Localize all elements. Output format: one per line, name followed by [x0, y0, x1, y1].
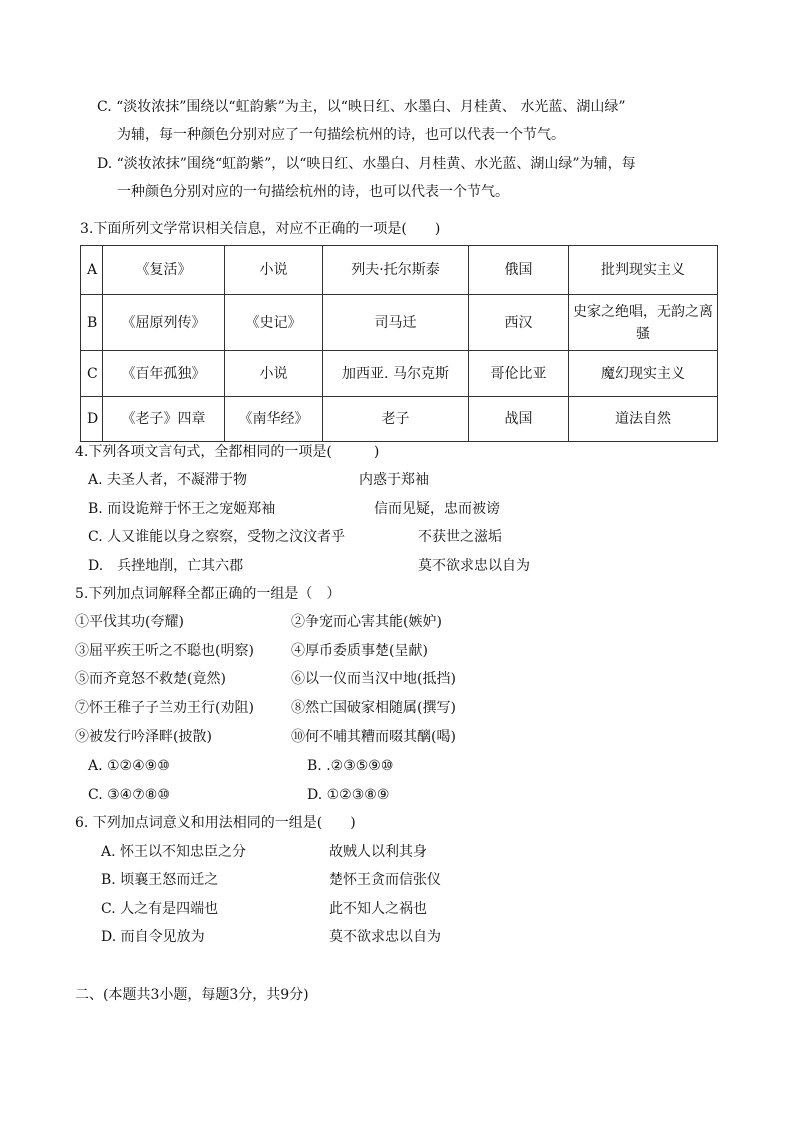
table-cell: 西汉	[469, 295, 569, 351]
q3-stem: 3.下面所列文学常识相关信息，对应不正确的一项是( )	[80, 221, 441, 237]
table-cell: 魔幻现实主义	[569, 351, 718, 397]
q5-item: ⑦怀王稚子子兰劝王行(劝阻)	[75, 700, 254, 716]
q5-item: ⑧然亡国破家相随属(撰写)	[291, 700, 456, 716]
table-cell: 《复活》	[103, 246, 225, 295]
table-cell: 司马迁	[323, 295, 469, 351]
q5-item: ⑤而齐竟怒不救楚(竟然)	[75, 671, 226, 687]
q4-option-a-left: A. 夫圣人者，不凝滞于物	[88, 472, 248, 488]
q4-option-b-right: 信而见疑，忠而被谤	[374, 501, 500, 517]
q2-option-d-line1: D. “淡妆浓抹”围绕“虹韵紫”，以“映日红、水墨白、月桂黄、水光蓝、湖山绿”为辅，每	[97, 156, 636, 172]
table-cell: B	[81, 295, 103, 351]
q2-option-d-line2: 一种颜色分别对应的一句描绘杭州的诗，也可以代表一个节气。	[117, 184, 509, 200]
q5-item: ⑩何不哺其糟而啜其醨(喝)	[291, 729, 456, 745]
q5-item: ⑥以一仪而当汉中地(抵挡)	[291, 671, 456, 687]
q2-option-c-line1: C. “淡妆浓抹”围绕以“虹韵紫”为主，以“映日红、水墨白、月桂黄、 水光蓝、湖山绿”	[97, 99, 626, 115]
table-cell: 小说	[225, 246, 323, 295]
table-cell: 加西亚. 马尔克斯	[323, 351, 469, 397]
q6-option-a-left: A. 怀王以不知忠臣之分	[101, 844, 247, 860]
q4-option-b-left: B. 而设诡辩于怀王之宠姬郑袖	[88, 501, 276, 517]
table-cell: 批判现实主义	[569, 246, 718, 295]
q4-option-d-right: 莫不欲求忠以自为	[418, 558, 530, 574]
table-cell: D	[81, 397, 103, 442]
q6-option-d-left: D. 而自令见放为	[101, 929, 205, 945]
table-cell: 俄国	[469, 246, 569, 295]
q4-stem: 4.下列各项文言句式，全都相同的一项是( )	[75, 444, 380, 460]
q6-option-b-right: 楚怀王贪而信张仪	[329, 872, 441, 888]
table-cell: 哥伦比亚	[469, 351, 569, 397]
table-cell: 《老子》四章	[103, 397, 225, 442]
q5-item: ②争宠而心害其能(嫉妒)	[291, 614, 442, 630]
table-cell: 道法自然	[569, 397, 718, 442]
table-cell: C	[81, 351, 103, 397]
table-cell: 列夫·托尔斯泰	[323, 246, 469, 295]
q5-choice-b: B. .②③⑤⑨⑩	[307, 758, 394, 774]
q6-option-c-right: 此不知人之祸也	[329, 901, 427, 917]
q6-option-d-right: 莫不欲求忠以自为	[329, 929, 441, 945]
table-cell: 小说	[225, 351, 323, 397]
table-cell: 老子	[323, 397, 469, 442]
q6-option-a-right: 故贼人以利其身	[329, 844, 427, 860]
q4-option-c-left: C. 人又谁能以身之察察，受物之汶汶者乎	[88, 529, 346, 545]
q5-choice-a: A. ①②④⑨⑩	[88, 758, 170, 774]
q5-item: ③屈平疾王听之不聪也(明察)	[75, 643, 254, 659]
table-cell: 《屈原列传》	[103, 295, 225, 351]
table-row	[81, 397, 718, 442]
table-row	[81, 351, 718, 397]
q2-option-c-line2: 为辅，每一种颜色分别对应了一句描绘杭州的诗，也可以代表一个节气。	[117, 127, 565, 143]
q4-option-d-left: D. 兵挫地削，亡其六郡	[88, 558, 244, 574]
table-cell: 《南华经》	[225, 397, 323, 442]
table-row	[81, 246, 718, 295]
table-cell: A	[81, 246, 103, 295]
q6-option-c-left: C. 人之有是四端也	[101, 901, 219, 917]
q4-option-c-right: 不获世之滋垢	[418, 529, 502, 545]
table-cell: 《史记》	[225, 295, 323, 351]
q5-item: ⑨被发行吟泽畔(披散)	[75, 729, 212, 745]
table-cell: 战国	[469, 397, 569, 442]
table-row	[81, 295, 718, 351]
section-2-heading: 二、(本题共3小题，每题3分，共9分)	[75, 987, 309, 1003]
q5-choice-d: D. ①②③⑧⑨	[307, 787, 390, 803]
q5-stem: 5.下列加点词解释全都正确的一组是（ ）	[75, 586, 341, 602]
q5-item: ④厚币委质事楚(呈献)	[291, 643, 428, 659]
q3-literature-table	[80, 245, 718, 442]
table-cell: 《百年孤独》	[103, 351, 225, 397]
q6-stem: 6. 下列加点词意义和用法相同的一组是( )	[75, 815, 356, 831]
q5-item: ①平伐其功(夸耀)	[75, 614, 184, 630]
table-cell: 史家之绝唱，无韵之离骚	[569, 295, 718, 351]
q4-option-a-right: 内惑于郑袖	[359, 472, 429, 488]
q5-choice-c: C. ③④⑦⑧⑩	[88, 787, 170, 803]
q6-option-b-left: B. 顷襄王怒而迁之	[101, 872, 219, 888]
